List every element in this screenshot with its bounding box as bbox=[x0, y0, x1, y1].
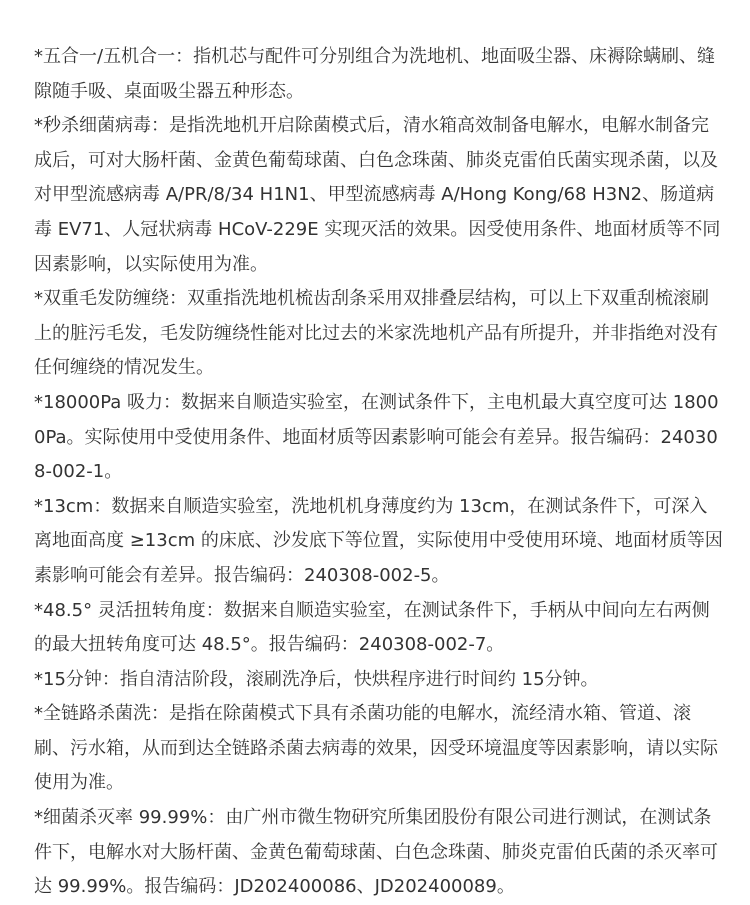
footnote-twist-angle: *48.5° 灵活扭转角度：数据来自顺造实验室，在测试条件下，手柄从中间向左右两侧的最大扭转角度可达 48.5°。报告编码：240308-002-7。 bbox=[34, 599, 710, 656]
footnote-drying-time: *15分钟：指自清洁阶段，滚刷洗净后，快烘程序进行时间约 15分钟。 bbox=[34, 668, 599, 690]
footnote-full-link-wash: *全链路杀菌洗：是指在除菌模式下具有杀菌功能的电解水，流经清水箱、管道、滚刷、污水箱，从而到达全链路杀菌去病毒的效果，因受环境温度等因素影响，请以实际使用为准。 bbox=[34, 703, 718, 794]
footnote-suction: *18000Pa 吸力：数据来自顺造实验室，在测试条件下，主电机最大真空度可达 18000Pa。实际使用中受使用条件、地面材质等因素影响可能会有差异。报告编码：240308-002-1。 bbox=[34, 391, 719, 483]
footnotes bbox=[34, 40, 724, 905]
footnote-sterilization: *秒杀细菌病毒：是指洗地机开启除菌模式后，清水箱高效制备电解水，电解水制备完成后，可对大肠杆菌、金黄色葡萄球菌、白色念珠菌、肺炎克雷伯氏菌实现杀菌，以及对甲型流感病毒 A/PR/8/34 H1N1、甲型流感病毒 A/Hong Kong/68 H3N2、肠道病毒 EV71、人冠状病毒 HCoV-229E 实现灭活的效果。因受使用条件、地面材质等不同因素影响，以实际使用为准。 bbox=[34, 115, 721, 275]
footnote-anti-tangle: *双重毛发防缠绕：双重指洗地机梳齿刮条采用双排叠层结构，可以上下双重刮梳滚刷上的脏污毛发，毛发防缠绕性能对比过去的米家洗地机产品有所提升，并非指绝对没有任何缠绕的情况发生。 bbox=[34, 288, 718, 379]
footnote-five-in-one: *五合一/五机合一：指机芯与配件可分别组合为洗地机、地面吸尘器、床褥除螨刷、缝隙随手吸、桌面吸尘器五种形态。 bbox=[34, 46, 716, 102]
footnote-thickness: *13cm：数据来自顺造实验室，洗地机机身薄度约为 13cm，在测试条件下，可深入离地面高度 ≥13cm 的床底、沙发底下等位置，实际使用中受使用环境、地面材质等因素影响可能会有差异。报告编码：240308-002-5。 bbox=[34, 495, 723, 586]
footnote-kill-rate: *细菌杀灭率 99.99%：由广州市微生物研究所集团股份有限公司进行测试，在测试条件下，电解水对大肠杆菌、金黄色葡萄球菌、白色念珠菌、肺炎克雷伯氏菌的杀灭率可达 99.99%。报告编码：JD202400086、JD202400089。 bbox=[34, 807, 718, 898]
